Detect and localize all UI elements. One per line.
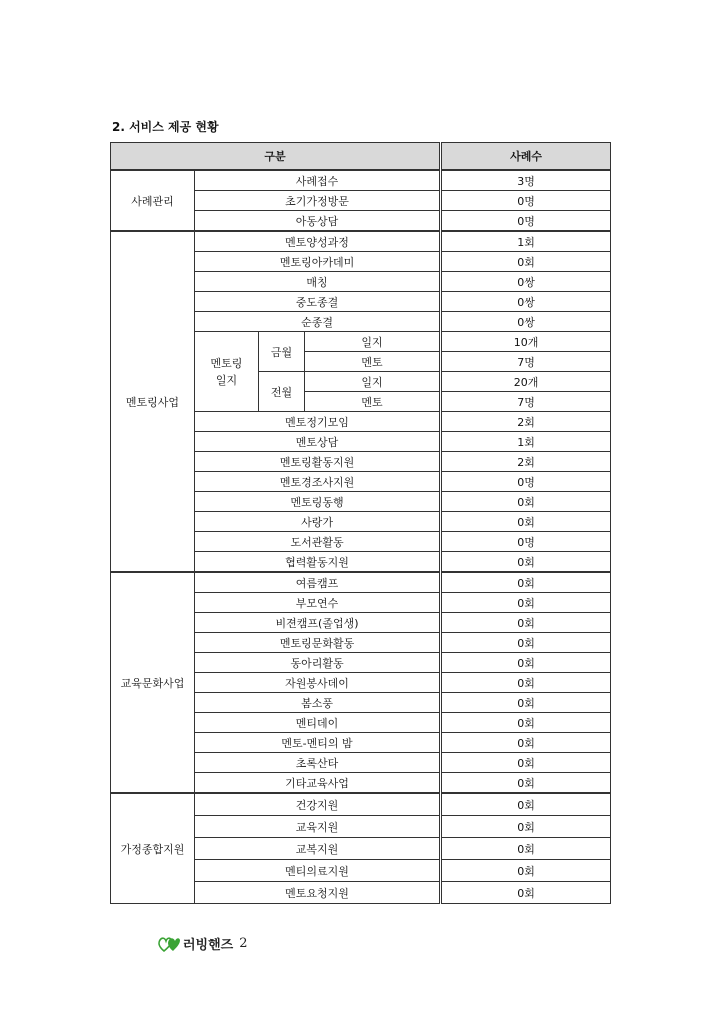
item-name: 기타교육사업 — [195, 773, 441, 794]
item-count: 0명 — [441, 472, 611, 492]
item-name: 멘토링활동지원 — [195, 452, 441, 472]
item-name: 여름캠프 — [195, 572, 441, 593]
item-count: 20개 — [441, 372, 611, 392]
item-count: 1회 — [441, 231, 611, 252]
item-count: 2회 — [441, 412, 611, 432]
item-name: 중도종결 — [195, 292, 441, 312]
item-name: 멘토정기모임 — [195, 412, 441, 432]
table-row — [111, 170, 611, 191]
lovinghands-logo-icon — [158, 935, 180, 953]
item-name: 자원봉사데이 — [195, 673, 441, 693]
item-name: 멘토경조사지원 — [195, 472, 441, 492]
item-name: 초록산타 — [195, 753, 441, 773]
item-count: 0쌍 — [441, 312, 611, 332]
item-count: 0회 — [441, 693, 611, 713]
item-name: 동아리활동 — [195, 653, 441, 673]
item-count: 0쌍 — [441, 272, 611, 292]
table-header-row — [111, 143, 611, 171]
footer — [158, 934, 248, 953]
item-count: 7명 — [441, 392, 611, 412]
item-count: 0회 — [441, 492, 611, 512]
item-name: 교복지원 — [195, 838, 441, 860]
header-count: 사례수 — [441, 143, 611, 171]
item-name: 멘토상담 — [195, 432, 441, 452]
journal-item-name: 멘토 — [305, 392, 441, 412]
item-count: 0쌍 — [441, 292, 611, 312]
item-count: 0회 — [441, 593, 611, 613]
item-count: 0명 — [441, 211, 611, 232]
item-count: 0회 — [441, 860, 611, 882]
item-count: 0회 — [441, 838, 611, 860]
section-label-case: 사례관리 — [111, 170, 195, 231]
item-count: 0회 — [441, 773, 611, 794]
journal-month-label: 전월 — [259, 372, 305, 412]
item-count: 0회 — [441, 633, 611, 653]
item-name: 멘토링동행 — [195, 492, 441, 512]
item-count: 0명 — [441, 532, 611, 552]
item-name: 멘토-멘티의 밤 — [195, 733, 441, 753]
item-count: 0회 — [441, 552, 611, 573]
item-count: 2회 — [441, 452, 611, 472]
item-name: 사랑가 — [195, 512, 441, 532]
item-count: 1회 — [441, 432, 611, 452]
table-row — [111, 793, 611, 816]
item-name: 교육지원 — [195, 816, 441, 838]
table-row — [111, 572, 611, 593]
item-count: 0회 — [441, 713, 611, 733]
item-count: 0명 — [441, 191, 611, 211]
item-name: 아동상담 — [195, 211, 441, 232]
table-body — [111, 170, 611, 904]
item-count: 0회 — [441, 252, 611, 272]
item-count: 0회 — [441, 793, 611, 816]
journal-item-name: 멘토 — [305, 352, 441, 372]
item-name: 사례접수 — [195, 170, 441, 191]
page-number: 2 — [239, 936, 248, 951]
item-count: 0회 — [441, 512, 611, 532]
item-name: 도서관활동 — [195, 532, 441, 552]
item-name: 멘토요청지원 — [195, 882, 441, 904]
table-row — [111, 231, 611, 252]
item-name: 매칭 — [195, 272, 441, 292]
item-count: 0회 — [441, 882, 611, 904]
item-name: 부모연수 — [195, 593, 441, 613]
item-name: 순종결 — [195, 312, 441, 332]
item-name: 멘티데이 — [195, 713, 441, 733]
item-name: 멘토링문화활동 — [195, 633, 441, 653]
item-name: 멘토링아카데미 — [195, 252, 441, 272]
header-category: 구분 — [111, 143, 441, 171]
section-label-education: 교육문화사업 — [111, 572, 195, 793]
section-label-family: 가정종합지원 — [111, 793, 195, 904]
journal-item-name: 일지 — [305, 332, 441, 352]
item-count: 0회 — [441, 816, 611, 838]
item-count: 10개 — [441, 332, 611, 352]
service-table — [110, 142, 611, 904]
item-count: 0회 — [441, 613, 611, 633]
item-count: 0회 — [441, 673, 611, 693]
item-count: 0회 — [441, 733, 611, 753]
item-name: 멘티의료지원 — [195, 860, 441, 882]
journal-label: 멘토링 일지 — [195, 332, 259, 412]
item-count: 3명 — [441, 170, 611, 191]
item-count: 7명 — [441, 352, 611, 372]
item-count: 0회 — [441, 572, 611, 593]
logo-text: 러빙핸즈 — [183, 938, 234, 953]
item-name: 초기가정방문 — [195, 191, 441, 211]
item-name: 협력활동지원 — [195, 552, 441, 573]
item-name: 건강지원 — [195, 793, 441, 816]
page-title: 2. 서비스 제공 현황 — [112, 120, 219, 134]
item-count: 0회 — [441, 753, 611, 773]
journal-month-label: 금월 — [259, 332, 305, 372]
section-label-mentoring: 멘토링사업 — [111, 231, 195, 572]
item-name: 멘토양성과정 — [195, 231, 441, 252]
item-name: 봄소풍 — [195, 693, 441, 713]
journal-item-name: 일지 — [305, 372, 441, 392]
item-count: 0회 — [441, 653, 611, 673]
item-name: 비젼캠프(졸업생) — [195, 613, 441, 633]
